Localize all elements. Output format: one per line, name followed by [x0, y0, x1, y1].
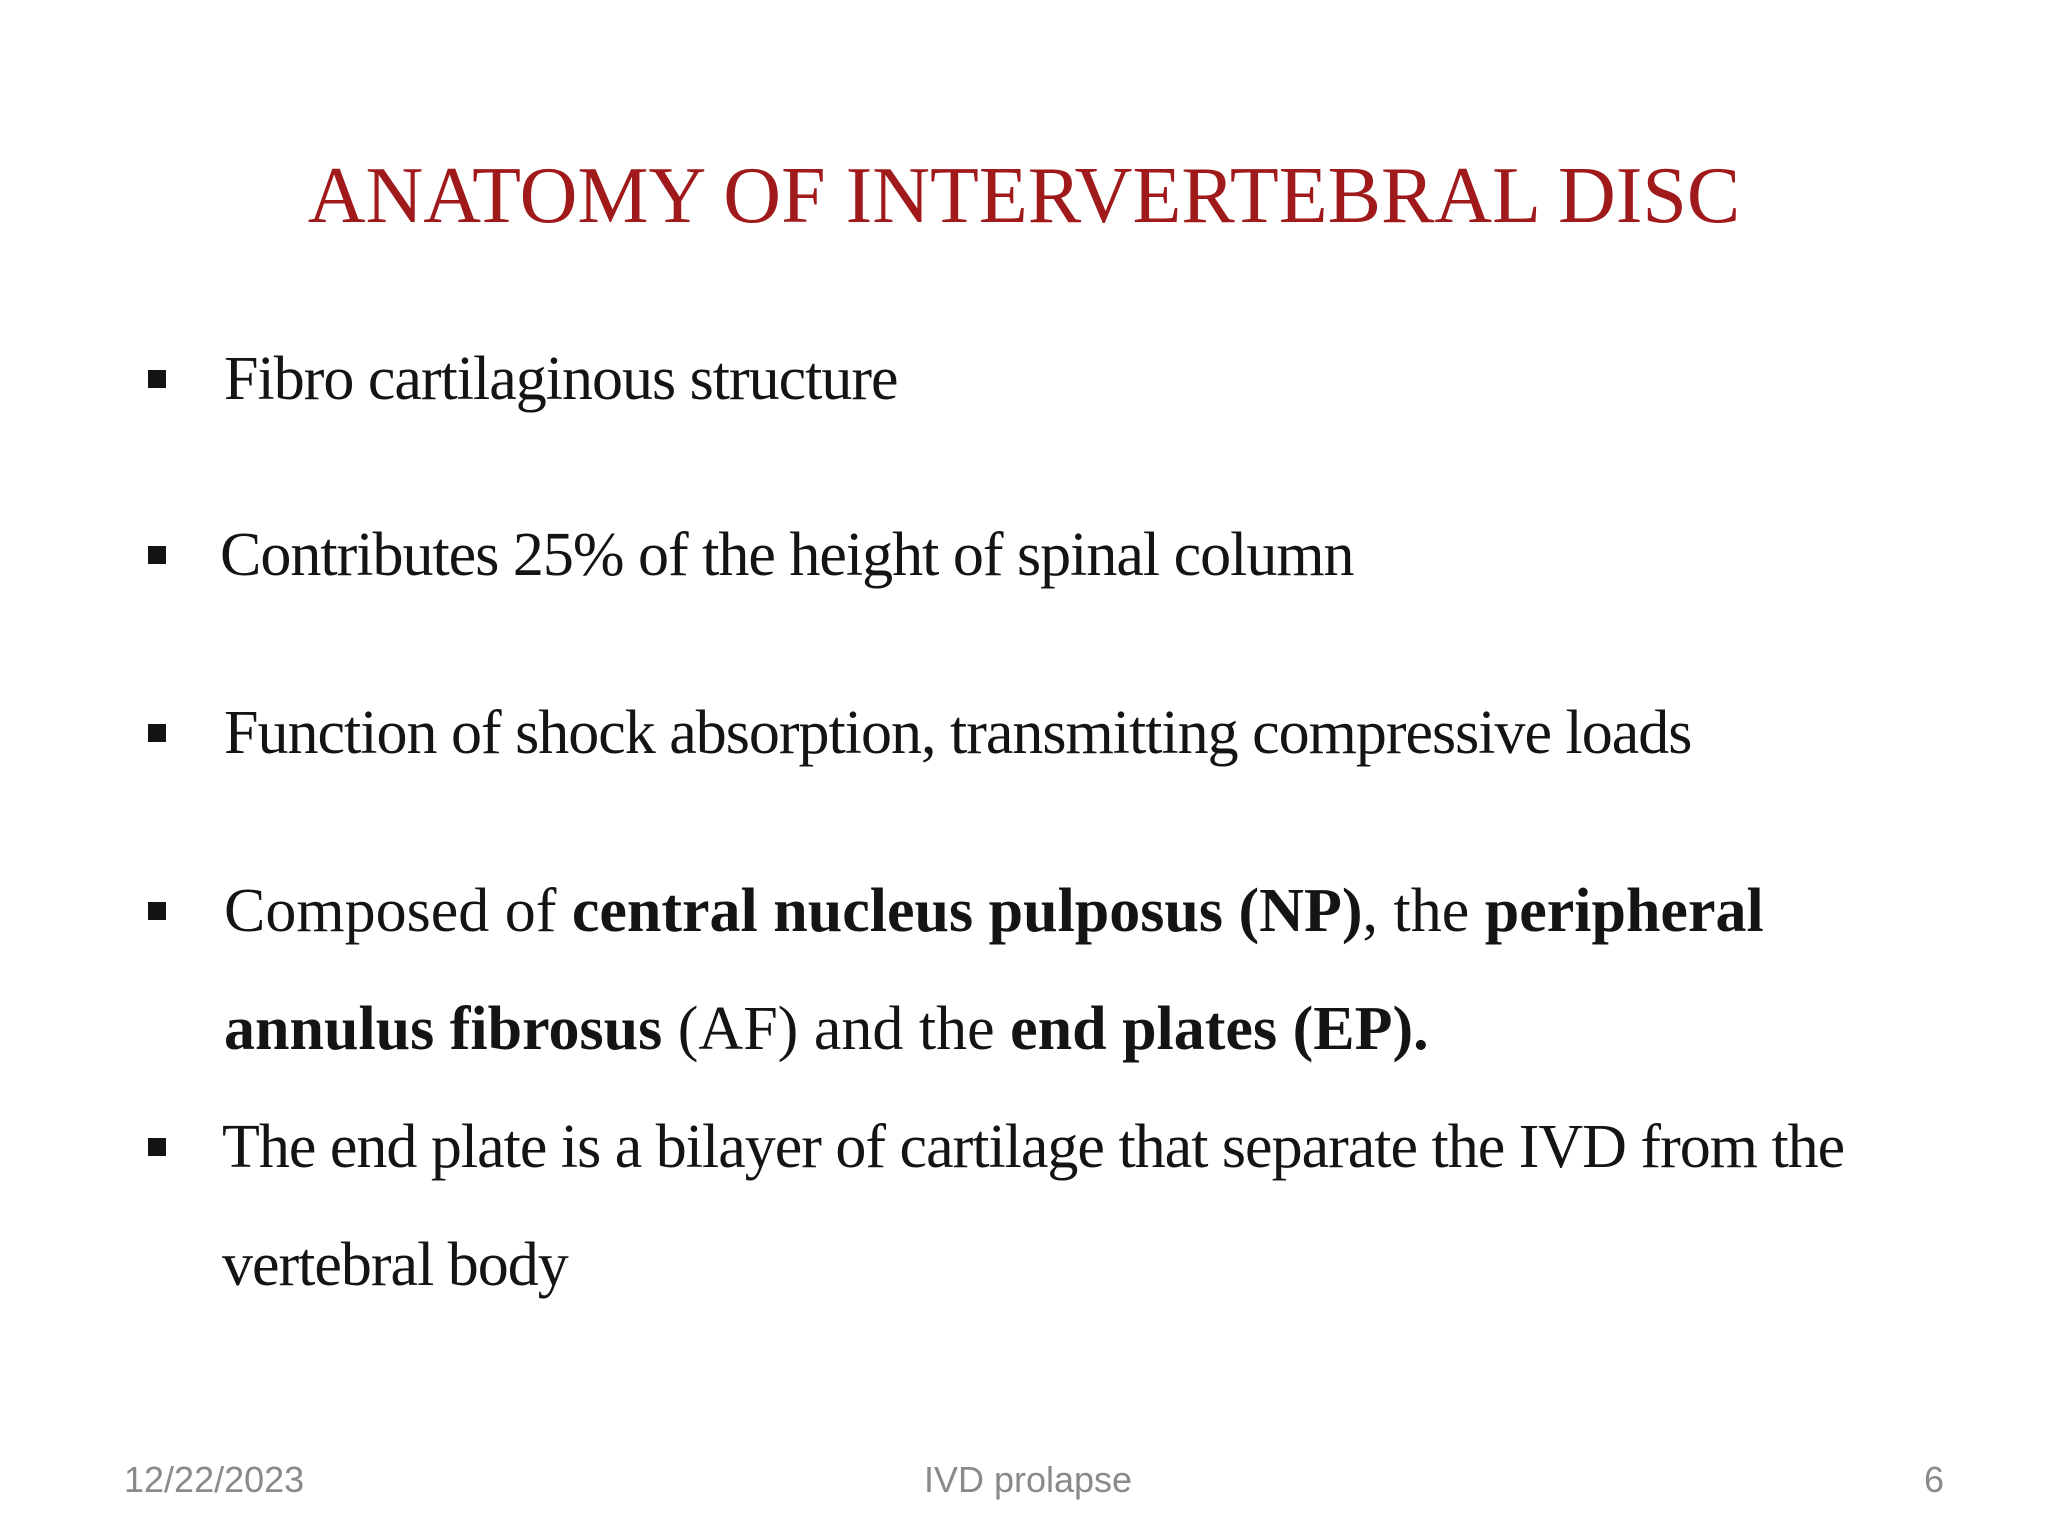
bullet-text: Function of shock absorption, transmitting compressive loads: [224, 699, 1692, 767]
bullet-text-segment: Composed of: [224, 877, 572, 945]
bullet-text-segment: , the: [1362, 877, 1485, 945]
bullet-text-line-2: [224, 970, 1984, 1088]
bullet-text-line-2: vertebral body: [222, 1231, 568, 1299]
bullet-square-icon: [148, 546, 166, 564]
bullet-square-icon: [148, 724, 166, 742]
bullet-square-icon: [148, 370, 166, 388]
bullet-bold-term: central nucleus pulposus (NP): [571, 877, 1363, 945]
bullet-text: Fibro cartilaginous structure: [224, 345, 898, 413]
bullet-bold-term: annulus fibrosus: [224, 995, 663, 1063]
slide-number: 6: [1923, 1459, 1944, 1500]
bullet-bold-term: end plates (EP).: [1010, 995, 1429, 1063]
bullet-square-icon: [148, 902, 166, 920]
bullet-bold-term: peripheral: [1484, 877, 1764, 945]
bullet-text: Contributes 25% of the height of spinal column: [220, 521, 1354, 589]
slide-title: ANATOMY OF INTERVERTEBRAL DISC: [307, 152, 1741, 240]
bullet-text-line-1: The end plate is a bilayer of cartilage that separate the IVD from the: [222, 1113, 1845, 1181]
bullet-square-icon: [148, 1138, 166, 1156]
footer-date: 12/22/2023: [124, 1459, 305, 1500]
bullet-text-segment: (AF) and the: [662, 995, 1011, 1063]
footer-title: IVD prolapse: [923, 1459, 1133, 1500]
bullet-text-line-1: [224, 852, 1984, 970]
